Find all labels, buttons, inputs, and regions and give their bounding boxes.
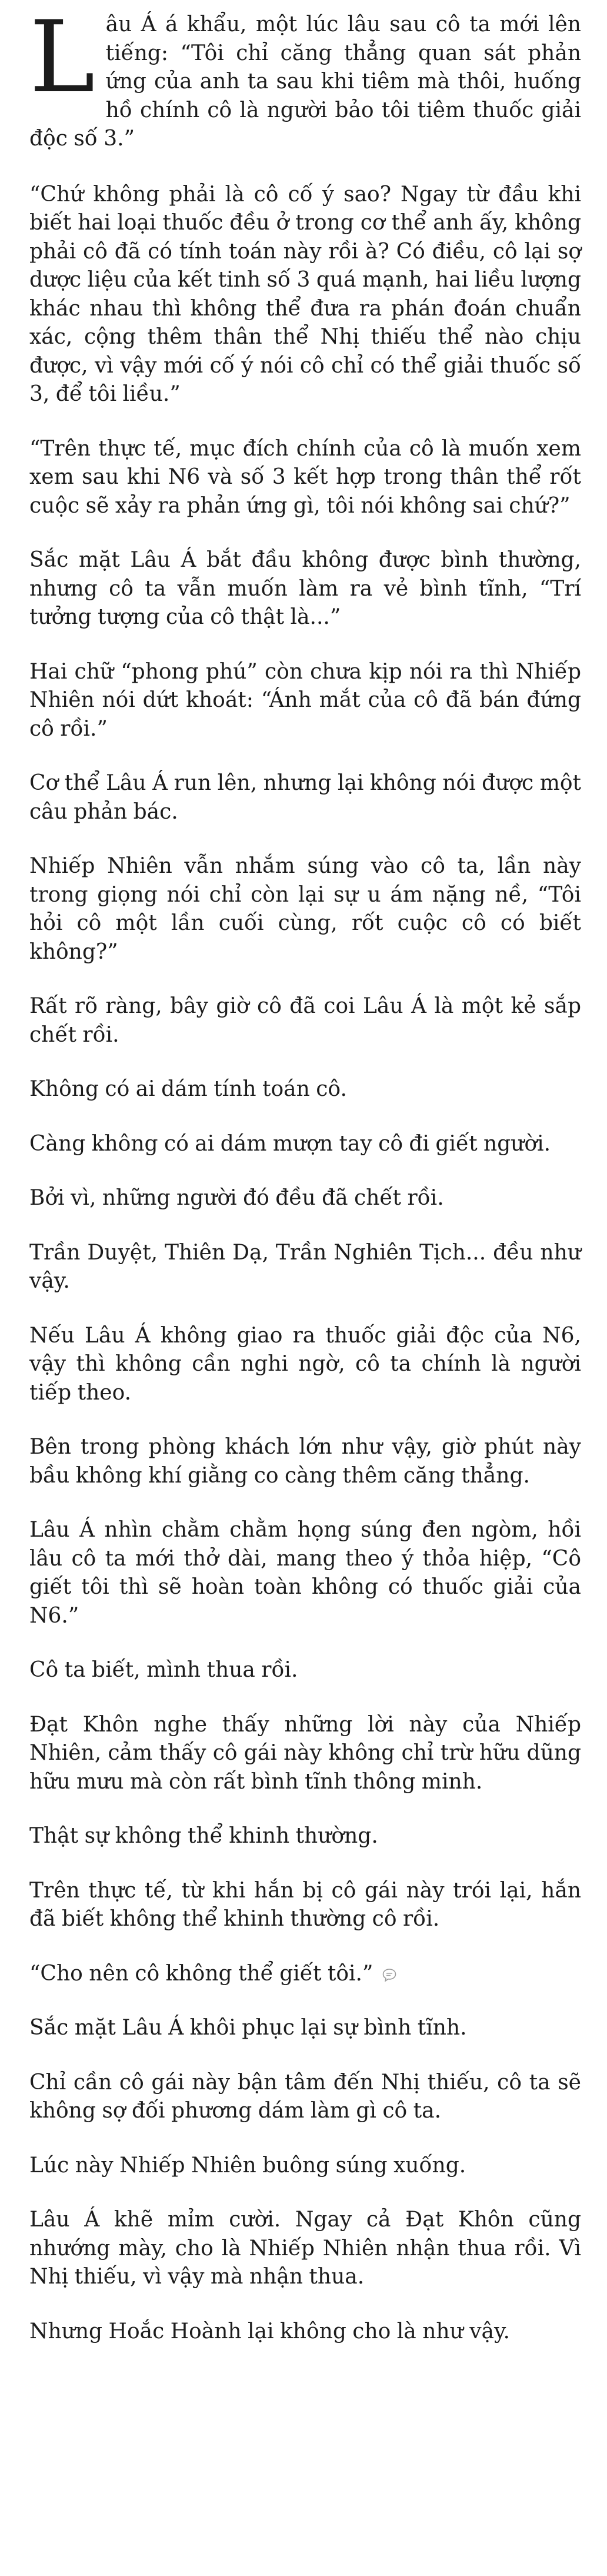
paragraph: Nhưng Hoắc Hoành lại không cho là như vậy. [29, 2319, 510, 2344]
paragraph: Đạt Khôn nghe thấy những lời này của Nhiếp Nhiên, cảm thấy cô gái này không chỉ trừ hữu dũng hữu mưu mà còn rất bình tĩnh thông minh. [29, 1712, 581, 1794]
paragraph: Lâu Á nhìn chằm chằm họng súng đen ngòm, hồi lâu cô ta mới thở dài, mang theo ý thỏa hiệp, “Cô giết tôi thì sẽ hoàn toàn không có thuốc giải của N6.” [29, 1518, 581, 1628]
paragraph: Sắc mặt Lâu Á khôi phục lại sự bình tĩnh. [29, 2016, 467, 2040]
paragraph: Sắc mặt Lâu Á bắt đầu không được bình thường, nhưng cô ta vẫn muốn làm ra vẻ bình tĩnh, “Trí tưởng tượng của cô thật là...” [29, 548, 581, 629]
opening-paragraph [29, 0, 581, 154]
paragraph: Trên thực tế, từ khi hắn bị cô gái này trói lại, hắn đã biết không thể khinh thường cô rồi. [29, 1878, 581, 1931]
paragraph: Càng không có ai dám mượn tay cô đi giết người. [29, 1131, 551, 1156]
paragraph: Thật sự không thể khinh thường. [29, 1824, 378, 1848]
paragraph-text: “Cho nên cô không thể giết tôi.” [29, 1961, 373, 1986]
paragraph: Cô ta biết, mình thua rồi. [29, 1658, 298, 1682]
paragraph: Bởi vì, những người đó đều đã chết rồi. [29, 1186, 444, 1210]
comment-bubble-icon[interactable] [382, 1967, 397, 1983]
paragraph-with-comment [29, 1960, 581, 1989]
paragraph: Trần Duyệt, Thiên Dạ, Trần Nghiên Tịch... đều như vậy. [29, 1240, 581, 1293]
paragraph: Không có ai dám tính toán cô. [29, 1077, 347, 1101]
paragraph: Rất rõ ràng, bây giờ cô đã coi Lâu Á là một kẻ sắp chết rồi. [29, 994, 581, 1047]
paragraph: Lúc này Nhiếp Nhiên buông súng xuống. [29, 2153, 466, 2178]
opening-paragraph-text: âu Á á khẩu, một lúc lâu sau cô ta mới lên tiếng: “Tôi chỉ căng thẳng quan sát phản ứng của anh ta sau khi tiêm mà thôi, huống hồ chính cô là người bảo tôi tiêm thuốc giải độc số 3.” [29, 12, 581, 151]
paragraph: Nhiếp Nhiên vẫn nhắm súng vào cô ta, lần này trong giọng nói chỉ còn lại sự u ám nặng nề, “Tôi hỏi cô một lần cuối cùng, rốt cuộc cô có biết không?” [29, 854, 581, 964]
paragraph: Bên trong phòng khách lớn như vậy, giờ phút này bầu không khí giằng co càng thêm căng thẳng. [29, 1435, 581, 1488]
paragraph: “Chứ không phải là cô cố ý sao? Ngay từ đầu khi biết hai loại thuốc đều ở trong cơ thể anh ấy, không phải cô đã có tính toán này rồi à? Có điều, cô lại sợ dược liệu của kết tinh số 3 quá mạnh, hai liều lượng khác nhau thì không thể đưa ra phán đoán chuẩn xác, cộng thêm thân thể Nhị thiếu thể nào chịu được, vì vậy mới cố ý nói cô chỉ có thể giải thuốc số 3, để tôi liều.” [29, 182, 581, 406]
drop-cap-letter: L [29, 0, 95, 115]
paragraph: Hai chữ “phong phú” còn chưa kịp nói ra thì Nhiếp Nhiên nói dứt khoát: “Ánh mắt của cô đã bán đứng cô rồi.” [29, 659, 581, 741]
paragraph: Lâu Á khẽ mỉm cười. Ngay cả Đạt Khôn cũng nhướng mày, cho là Nhiếp Nhiên nhận thua rồi. Vì Nhị thiếu, vì vậy mà nhận thua. [29, 2208, 581, 2289]
paragraph: Cơ thể Lâu Á run lên, nhưng lại không nói được một câu phản bác. [29, 771, 581, 824]
paragraph: “Trên thực tế, mục đích chính của cô là muốn xem xem sau khi N6 và số 3 kết hợp trong thân thể rốt cuộc sẽ xảy ra phản ứng gì, tôi nói không sai chứ?” [29, 436, 581, 518]
paragraph: Nếu Lâu Á không giao ra thuốc giải độc của N6, vậy thì không cần nghi ngờ, cô ta chính là người tiếp theo. [29, 1323, 581, 1405]
paragraph: Chỉ cần cô gái này bận tâm đến Nhị thiếu, cô ta sẽ không sợ đối phương dám làm gì cô ta. [29, 2070, 581, 2123]
